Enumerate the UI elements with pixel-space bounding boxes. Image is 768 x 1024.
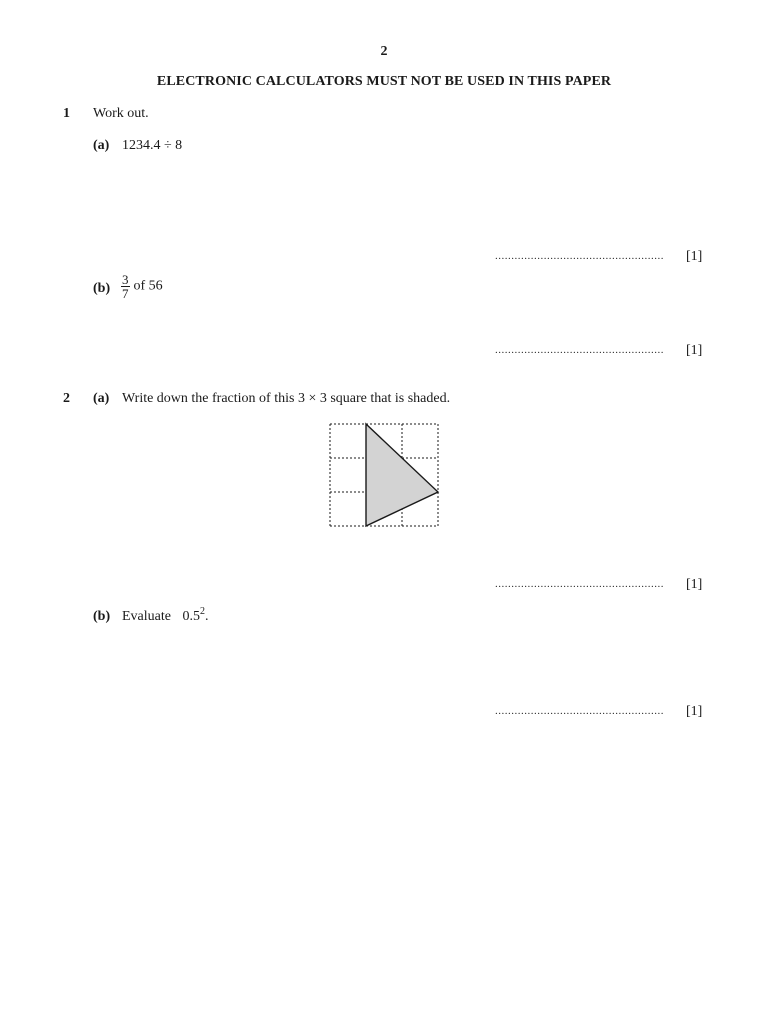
question-1-number: 1	[63, 106, 70, 121]
question-1-stem: Work out.	[93, 106, 149, 121]
power-exponent: 2	[199, 606, 205, 617]
question-1a-answer-line[interactable]: ....................................................	[495, 250, 664, 262]
question-2b-text: Evaluate	[122, 609, 171, 624]
question-2a-label: (a)	[93, 391, 110, 406]
question-2b-marks: [1]	[686, 704, 703, 719]
power-base: 0.5	[182, 609, 200, 624]
fraction-numerator: 3	[122, 272, 129, 287]
question-2a-answer-line[interactable]: ....................................................	[495, 578, 664, 590]
calculator-instruction: ELECTRONIC CALCULATORS MUST NOT BE USED IN THIS PAPER	[156, 74, 612, 89]
shaded-triangle	[366, 424, 438, 526]
question-1b-expression	[121, 273, 163, 300]
question-2a-marks: [1]	[686, 577, 703, 592]
question-2b-answer-line[interactable]: ....................................................	[495, 705, 664, 717]
question-2b-expression	[122, 606, 209, 625]
fraction	[121, 273, 130, 300]
question-1b-answer-line[interactable]: ....................................................	[495, 344, 664, 356]
question-2b-label: (b)	[93, 609, 111, 624]
question-1a-label: (a)	[93, 138, 110, 153]
question-1b-marks: [1]	[686, 343, 703, 358]
question-2a-text: Write down the fraction of this 3 × 3 square that is shaded.	[122, 391, 451, 406]
question-1b-label: (b)	[93, 281, 111, 296]
shaded-square-figure	[325, 419, 445, 531]
question-1b-text: of 56	[133, 278, 163, 294]
fraction-denominator: 7	[122, 286, 129, 301]
question-2-number: 2	[63, 391, 70, 406]
question-2b-period: .	[204, 609, 209, 624]
page-number: 2	[380, 44, 388, 59]
question-1a-marks: [1]	[686, 249, 703, 264]
question-1a-text: 1234.4 ÷ 8	[122, 138, 183, 153]
